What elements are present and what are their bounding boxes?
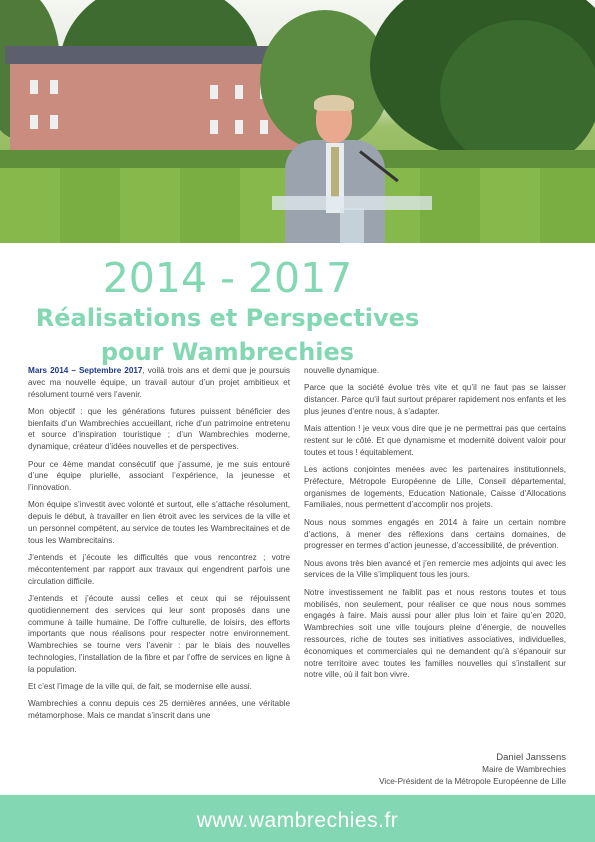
paragraph: Mon objectif : que les générations futures puissent bénéficier des bienfaits d’un Wambrechies accueillant, riche d’un patrimoine entretenu et source d’inspiration touristique ; d’un Wambrechies moderne, dynamique, créateur d’idées nouvelles et de perspectives.	[28, 406, 290, 452]
tree	[440, 20, 595, 170]
paragraph: Parce que la société évolue très vite et qu’il ne faut pas se laisser distancer. Parce qu’il faut surtout préparer rapidement nos enfants et les plus jeunes d’entre nous, à s’adapter.	[304, 383, 566, 416]
window	[235, 85, 243, 99]
paragraph: J’entends et j’écoute aussi celles et ceux qui se réjouissent quotidiennement des services qui leur sont proposés dans une commune à taille humaine. De l’offre culturelle, de loisirs, des efforts importants que nous réalisons pour respecter notre environnement. Wambrechies se tourne vers l’avenir : par le biais des nouvelles technologies, l’installation de la fibre et par l’offre de services en ligne à la population.	[28, 594, 290, 674]
years-title: 2014 - 2017	[102, 254, 353, 302]
speaker-hair	[314, 95, 354, 111]
speaker-tie	[331, 147, 339, 197]
paragraph: Wambrechies a connu depuis ces 25 dernières années, une véritable métamorphose. Mais ce mandat s’inscrit dans une	[28, 699, 290, 721]
paragraph: Notre investissement ne faiblit pas et nous restons toutes et tous mobilisés, non seulement, pour réaliser ce que nous nous sommes engagés à faire. Mais aussi pour aller plus loin et faire qu’en 2020, Wambrechies soit une ville toujours pleine d’énergie, de nouvelles ressources, riche de toutes ses initiatives associatives, individuelles, économiques et commerciales qui ne demandent qu’à s’épanouir sur notre territoire avec toutes les familles nouvelles qui s’installent sur notre ville, où il fait bon vivre.	[304, 587, 566, 680]
date-range: Mars 2014 – Septembre 2017	[28, 366, 143, 375]
left-text-column	[28, 365, 290, 728]
window	[30, 115, 38, 129]
signature-role-mayor: Maire de Wambrechies	[482, 765, 566, 774]
window	[30, 80, 38, 94]
window	[50, 115, 58, 129]
paragraph: J’entends et j’écoute les difficultés que vous rencontrez ; votre mécontentement par rapport aux travaux qui engendrent parfois une circulation difficile.	[28, 553, 290, 586]
paragraph: Pour ce 4ème mandat consécutif que j’assume, je me suis entouré d’une équipe plurielle, associant l’expérience, la jeunesse et l’innovation.	[28, 459, 290, 493]
paragraph: Les actions conjointes menées avec les partenaires institutionnels, Préfecture, Métropole Européenne de Lille, Conseil départemental, organismes de logements, Education Nationale, Caisse d’Allocations Familiales, nous permettent d’accomplir nos projets.	[304, 465, 566, 510]
hero-photo	[0, 0, 595, 243]
right-text-column	[304, 365, 566, 687]
paragraph	[28, 365, 290, 400]
paragraph: Nous avons très bien avancé et j’en remercie mes adjoints qui avec les services de la Ville s’impliquent tous les jours.	[304, 558, 566, 580]
paragraph: Mon équipe s’investit avec volonté et surtout, elle s’attache résolument, depuis le début, à travailler en lien étroit avec les services de la ville et un personnel compétent, au service de toutes les Wambrecitaines et de tous les Wambrecitains.	[28, 500, 290, 545]
window	[235, 120, 243, 134]
subtitle-line-2: pour Wambrechies	[100, 338, 355, 366]
website-link[interactable]: www.wambrechies.fr	[196, 809, 399, 832]
paragraph: Et c’est l’image de la ville qui, de fait, se modernise elle aussi.	[28, 682, 252, 692]
paragraph: Mais attention ! je veux vous dire que je ne permettrai pas que certains restent sur le côté. Et que dynamisme et modernité doivent valoir pour toutes et tous ! équitablement.	[304, 424, 566, 457]
paragraph-text: , voilà trois ans et demi que je poursuis avec ma nouvelle équipe, un travail autour d’un projet ambitieux et résolument tourné vers l’avenir.	[28, 366, 290, 399]
signature-name: Daniel Janssens	[496, 752, 566, 763]
signature-role-vice-president: Vice-Président de la Métropole Européenne de Lille	[379, 777, 566, 786]
subtitle-line-1: Réalisations et Perspectives	[35, 304, 420, 332]
lectern-stand	[340, 208, 364, 243]
paragraph: nouvelle dynamique.	[304, 366, 380, 375]
window	[210, 120, 218, 134]
speaker-figure	[280, 95, 390, 243]
window	[210, 85, 218, 99]
paragraph: Nous nous sommes engagés en 2014 à faire un certain nombre d’actions, à mener des réflexions dans certains domaines, de progresser en termes d’action jeunesse, d’accessibilité, de prévention.	[304, 517, 566, 551]
window	[260, 120, 268, 134]
footer-band	[0, 795, 595, 842]
window	[50, 80, 58, 94]
